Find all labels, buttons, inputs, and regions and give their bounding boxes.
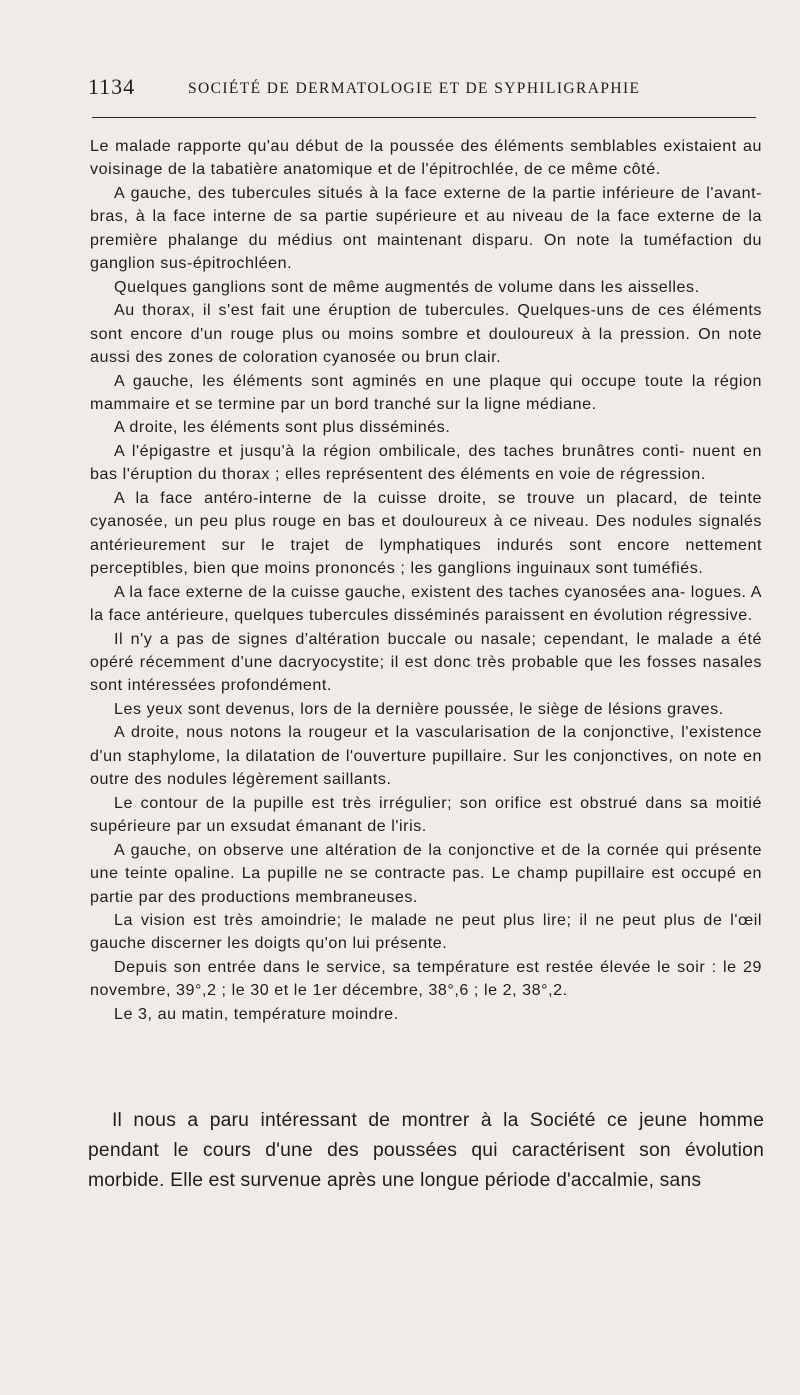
paragraph: A l'épigastre et jusqu'à la région ombilicale, des taches brunâtres conti- nuent en bas l'éruption du thorax ; elles représentent des éléments en voie de régression. (90, 441, 762, 484)
paragraph: A gauche, on observe une altération de la conjonctive et de la cornée qui présente une teinte opaline. La pupille ne se contracte pas. Le champ pupillaire est occupé en partie par des productions membraneuses. (90, 840, 762, 906)
paragraph: A droite, les éléments sont plus disséminés. (114, 418, 451, 437)
paragraph: A la face externe de la cuisse gauche, existent des taches cyanosées ana- logues. A la face antérieure, quelques tubercules disséminés paraissent en évolution régressive. (90, 582, 762, 625)
paragraph: Au thorax, il s'est fait une éruption de tubercules. Quelques-uns de ces éléments sont encore d'un rouge plus ou moins sombre et douloureux à la pression. On note aussi des zones de coloration cyanosée ou brun clair. (90, 301, 762, 367)
paragraph: Le 3, au matin, température moindre. (114, 1004, 399, 1023)
paragraph: Depuis son entrée dans le service, sa température est restée élevée le soir : le 29 novembre, 39°,2 ; le 30 et le 1er décembre, 38°,6 ; le 2, 38°,2. (90, 957, 762, 1000)
paragraph: Quelques ganglions sont de même augmentés de volume dans les aisselles. (114, 277, 700, 296)
paragraph: A gauche, les éléments sont agminés en une plaque qui occupe toute la région mammaire et se termine par un bord tranché sur la ligne médiane. (90, 371, 762, 413)
page-header (88, 74, 760, 104)
header-rule (92, 117, 756, 118)
paragraph: La vision est très amoindrie; le malade ne peut plus lire; il ne peut plus de l'œil gauche discerner les doigts qu'on lui présente. (90, 910, 762, 953)
paragraph: Le malade rapporte qu'au début de la poussée des éléments semblables existaient au voisinage de la tabatière anatomique et de l'épitrochlée, de ce même côté. (90, 137, 762, 179)
paragraph: A la face antéro-interne de la cuisse droite, se trouve un placard, de teinte cyanosée, un peu plus rouge en bas et douloureux à ce niveau. Des nodules signalés antérieurement sur le trajet de lymphatiques indurés sont encore nettement perceptibles, bien que moins prononcés ; les ganglions inguinaux sont tuméfiés. (90, 488, 762, 578)
large-text-block (88, 1106, 764, 1197)
paragraph: Le contour de la pupille est très irrégulier; son orifice est obstrué dans sa moitié supérieure par un exsudat émanant de l'iris. (90, 793, 762, 836)
body-text (90, 135, 762, 1026)
paragraph: Il n'y a pas de signes d'altération buccale ou nasale; cependant, le malade a été opéré récemment d'une dacryocystite; il est donc très probable que les fosses nasales sont intéressées profondément. (90, 629, 762, 695)
paragraph: Les yeux sont devenus, lors de la dernière poussée, le siège de lésions graves. (114, 699, 724, 718)
paragraph: A gauche, des tubercules situés à la face externe de la partie inférieure de l'avant-bras, à la face interne de sa partie supérieure et au niveau de la face externe de la première phalange du médius ont maintenant disparu. On note la tuméfaction du ganglion sus-épitrochléen. (90, 183, 762, 273)
running-title: SOCIÉTÉ DE DERMATOLOGIE ET DE SYPHILIGRAPHIE (188, 80, 641, 97)
page-number: 1134 (88, 74, 136, 99)
paragraph: A droite, nous notons la rougeur et la vascularisation de la conjonctive, l'existence d'un staphylome, la dilatation de l'ouverture pupillaire. Sur les conjonctives, on note en outre des nodules légèrement saillants. (90, 723, 762, 789)
paragraph-large: Il nous a paru intéressant de montrer à la Société ce jeune homme pendant le cours d'une des poussées qui caractérisent son évolution morbide. Elle est survenue après une longue période d'accalmie, sans (88, 1110, 764, 1192)
